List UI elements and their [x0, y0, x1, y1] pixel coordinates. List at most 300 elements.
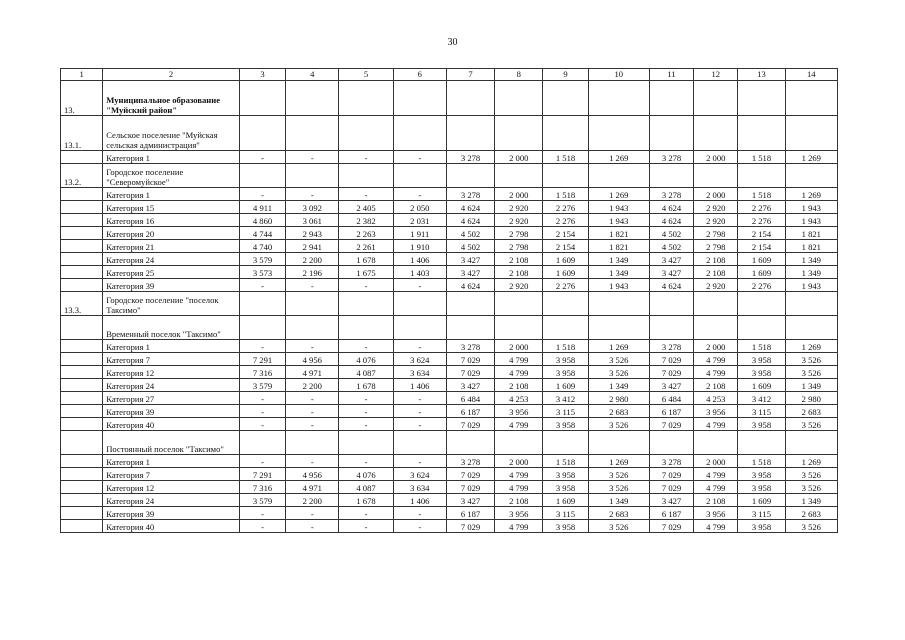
value-cell: 1 943	[785, 201, 837, 214]
row-name: Категория 40	[103, 520, 240, 533]
value-cell: 4 624	[649, 214, 693, 227]
value-cell: -	[339, 279, 393, 292]
column-header: 14	[785, 69, 837, 81]
row-name: Категория 16	[103, 214, 240, 227]
value-cell: 4 799	[495, 481, 543, 494]
value-cell: 3 115	[543, 507, 588, 520]
row-name: Постоянный поселок "Таксимо"	[103, 431, 240, 455]
value-cell: 3 956	[495, 507, 543, 520]
value-cell: 7 316	[239, 366, 285, 379]
value-cell	[543, 164, 588, 188]
value-cell: 1 349	[785, 379, 837, 392]
value-cell	[588, 116, 649, 151]
value-cell: 3 956	[495, 405, 543, 418]
value-cell: 4 624	[446, 214, 494, 227]
row-name: Категория 39	[103, 405, 240, 418]
value-cell: -	[339, 455, 393, 468]
value-cell	[785, 292, 837, 316]
value-cell: 2 382	[339, 214, 393, 227]
value-cell: 3 427	[649, 494, 693, 507]
value-cell	[588, 431, 649, 455]
value-cell: -	[339, 188, 393, 201]
value-cell	[543, 431, 588, 455]
value-cell: -	[393, 405, 446, 418]
value-cell: 2 920	[694, 201, 738, 214]
value-cell: 1 609	[543, 266, 588, 279]
value-cell: 7 291	[239, 353, 285, 366]
value-cell: 7 029	[649, 520, 693, 533]
table-row	[61, 418, 838, 431]
value-cell: 4 744	[239, 227, 285, 240]
row-number	[61, 214, 103, 227]
value-cell: 2 000	[694, 188, 738, 201]
value-cell	[738, 81, 785, 116]
value-cell	[543, 292, 588, 316]
table-row	[61, 353, 838, 366]
value-cell	[393, 316, 446, 340]
value-cell: 1 269	[588, 151, 649, 164]
value-cell: 3 278	[446, 455, 494, 468]
row-name: Сельское поселение "Муйская сельская администрация"	[103, 116, 240, 151]
row-name: Категория 15	[103, 201, 240, 214]
column-header: 13	[738, 69, 785, 81]
row-number	[61, 279, 103, 292]
value-cell: 4 624	[649, 279, 693, 292]
value-cell: 4 799	[495, 418, 543, 431]
value-cell: 2 683	[785, 405, 837, 418]
row-name: Категория 27	[103, 392, 240, 405]
value-cell: -	[393, 418, 446, 431]
row-name: Городское поселение "Северомуйское"	[103, 164, 240, 188]
row-name: Категория 24	[103, 253, 240, 266]
row-number	[61, 201, 103, 214]
value-cell: 1 349	[588, 379, 649, 392]
value-cell: 3 958	[738, 366, 785, 379]
value-cell: 1 349	[588, 494, 649, 507]
value-cell: 1 518	[738, 340, 785, 353]
row-number	[61, 240, 103, 253]
value-cell: 7 029	[446, 468, 494, 481]
value-cell: 2 276	[543, 201, 588, 214]
value-cell: 1 403	[393, 266, 446, 279]
column-header: 9	[543, 69, 588, 81]
row-number	[61, 188, 103, 201]
row-number	[61, 431, 103, 455]
value-cell	[446, 292, 494, 316]
row-number: 13.1.	[61, 116, 103, 151]
value-cell: 1 269	[588, 188, 649, 201]
value-cell: 1 609	[738, 379, 785, 392]
value-cell: -	[393, 507, 446, 520]
value-cell: 2 263	[339, 227, 393, 240]
value-cell: 4 799	[694, 353, 738, 366]
value-cell: 4 971	[286, 481, 339, 494]
value-cell	[694, 292, 738, 316]
value-cell	[738, 316, 785, 340]
value-cell: 2 683	[588, 405, 649, 418]
value-cell: 1 675	[339, 266, 393, 279]
value-cell: -	[286, 520, 339, 533]
row-name: Категория 21	[103, 240, 240, 253]
value-cell: 3 958	[543, 353, 588, 366]
value-cell: -	[286, 188, 339, 201]
value-cell: 1 269	[785, 151, 837, 164]
row-name: Категория 12	[103, 481, 240, 494]
row-number	[61, 266, 103, 279]
row-number	[61, 392, 103, 405]
value-cell: 3 526	[588, 353, 649, 366]
value-cell: -	[239, 392, 285, 405]
value-cell	[239, 81, 285, 116]
value-cell: 3 624	[393, 468, 446, 481]
row-number: 13.	[61, 81, 103, 116]
table-row	[61, 366, 838, 379]
value-cell: 2 276	[543, 214, 588, 227]
value-cell: 4 799	[694, 366, 738, 379]
value-cell: 3 526	[588, 481, 649, 494]
value-cell	[649, 292, 693, 316]
value-cell: 1 821	[588, 227, 649, 240]
value-cell: 3 624	[393, 353, 446, 366]
table-row	[61, 494, 838, 507]
value-cell: 3 427	[446, 379, 494, 392]
value-cell: 3 634	[393, 366, 446, 379]
value-cell: 4 087	[339, 366, 393, 379]
column-header: 10	[588, 69, 649, 81]
value-cell	[649, 116, 693, 151]
value-cell: 1 518	[738, 455, 785, 468]
value-cell: 2 000	[495, 455, 543, 468]
value-cell: 1 911	[393, 227, 446, 240]
value-cell	[393, 164, 446, 188]
value-cell: 1 518	[738, 151, 785, 164]
value-cell: 1 269	[785, 188, 837, 201]
value-cell	[694, 116, 738, 151]
value-cell: 2 108	[694, 379, 738, 392]
value-cell: 7 291	[239, 468, 285, 481]
row-number	[61, 468, 103, 481]
value-cell	[393, 81, 446, 116]
column-header: 3	[239, 69, 285, 81]
value-cell: 1 349	[588, 266, 649, 279]
value-cell: 3 526	[785, 481, 837, 494]
row-name: Категория 12	[103, 366, 240, 379]
row-number	[61, 520, 103, 533]
value-cell: 4 799	[694, 418, 738, 431]
value-cell: 4 502	[446, 227, 494, 240]
value-cell	[393, 431, 446, 455]
value-cell: 4 971	[286, 366, 339, 379]
value-cell	[588, 316, 649, 340]
value-cell: 4 502	[446, 240, 494, 253]
value-cell: 3 579	[239, 379, 285, 392]
value-cell	[446, 116, 494, 151]
value-cell	[339, 431, 393, 455]
value-cell: 3 579	[239, 494, 285, 507]
table-row	[61, 188, 838, 201]
value-cell: 1 821	[588, 240, 649, 253]
value-cell: 2 108	[495, 266, 543, 279]
value-cell: 3 115	[543, 405, 588, 418]
value-cell: 1 609	[738, 253, 785, 266]
value-cell: 3 958	[543, 366, 588, 379]
value-cell: -	[286, 418, 339, 431]
value-cell: 6 484	[446, 392, 494, 405]
value-cell	[785, 116, 837, 151]
value-cell	[286, 316, 339, 340]
column-header: 7	[446, 69, 494, 81]
table-row	[61, 116, 838, 151]
value-cell: 3 958	[543, 468, 588, 481]
value-cell: 1 943	[588, 201, 649, 214]
value-cell	[649, 164, 693, 188]
row-number	[61, 253, 103, 266]
value-cell	[738, 164, 785, 188]
table-row	[61, 151, 838, 164]
value-cell: 1 406	[393, 494, 446, 507]
value-cell: 4 253	[694, 392, 738, 405]
value-cell: -	[286, 405, 339, 418]
value-cell: 4 087	[339, 481, 393, 494]
value-cell: 3 278	[649, 455, 693, 468]
value-cell: 4 624	[446, 201, 494, 214]
value-cell: 4 502	[649, 240, 693, 253]
value-cell	[543, 316, 588, 340]
value-cell	[495, 292, 543, 316]
value-cell	[738, 292, 785, 316]
value-cell: 1 269	[588, 455, 649, 468]
value-cell: 3 526	[785, 520, 837, 533]
value-cell: 2 276	[738, 214, 785, 227]
value-cell: 1 406	[393, 253, 446, 266]
value-cell: 7 029	[446, 366, 494, 379]
value-cell: 1 349	[588, 253, 649, 266]
column-header: 6	[393, 69, 446, 81]
value-cell: 1 349	[785, 494, 837, 507]
value-cell: 4 740	[239, 240, 285, 253]
value-cell	[649, 431, 693, 455]
value-cell	[339, 292, 393, 316]
value-cell: 3 427	[649, 379, 693, 392]
row-name: Муниципальное образование "Муйский район"	[103, 81, 240, 116]
row-name: Категория 1	[103, 455, 240, 468]
value-cell	[286, 431, 339, 455]
column-header: 12	[694, 69, 738, 81]
column-header: 1	[61, 69, 103, 81]
page-number: 30	[447, 37, 458, 48]
value-cell: 3 958	[543, 418, 588, 431]
value-cell: 2 000	[495, 151, 543, 164]
value-cell: 1 943	[588, 279, 649, 292]
value-cell: -	[393, 188, 446, 201]
table-row	[61, 520, 838, 533]
value-cell	[286, 116, 339, 151]
value-cell: 4 799	[495, 366, 543, 379]
value-cell: 1 609	[738, 266, 785, 279]
value-cell	[495, 431, 543, 455]
value-cell: 1 269	[785, 340, 837, 353]
value-cell: 3 115	[738, 507, 785, 520]
value-cell: -	[339, 405, 393, 418]
value-cell: -	[239, 507, 285, 520]
row-name: Категория 1	[103, 151, 240, 164]
table-row	[61, 405, 838, 418]
column-header: 8	[495, 69, 543, 81]
value-cell: 3 092	[286, 201, 339, 214]
value-cell: 3 579	[239, 253, 285, 266]
value-cell: 3 526	[588, 520, 649, 533]
value-cell: 1 678	[339, 494, 393, 507]
table-row	[61, 292, 838, 316]
value-cell: 4 860	[239, 214, 285, 227]
table-row	[61, 379, 838, 392]
value-cell	[785, 316, 837, 340]
value-cell	[694, 431, 738, 455]
table-row	[61, 340, 838, 353]
value-cell: 2 276	[738, 201, 785, 214]
value-cell: 2 000	[694, 151, 738, 164]
value-cell: 2 200	[286, 494, 339, 507]
value-cell: 6 187	[446, 507, 494, 520]
row-number	[61, 316, 103, 340]
row-name: Категория 20	[103, 227, 240, 240]
value-cell: 3 278	[649, 151, 693, 164]
value-cell: 3 526	[588, 468, 649, 481]
value-cell: 2 108	[495, 494, 543, 507]
value-cell	[446, 164, 494, 188]
row-number	[61, 494, 103, 507]
value-cell: 2 798	[694, 227, 738, 240]
value-cell	[495, 164, 543, 188]
value-cell: 2 405	[339, 201, 393, 214]
value-cell: 2 031	[393, 214, 446, 227]
value-cell: 2 108	[694, 266, 738, 279]
value-cell: 2 200	[286, 379, 339, 392]
value-cell: -	[286, 507, 339, 520]
value-cell: 7 029	[446, 353, 494, 366]
value-cell	[543, 116, 588, 151]
value-cell: 3 427	[649, 253, 693, 266]
value-cell	[588, 292, 649, 316]
value-cell: 4 956	[286, 353, 339, 366]
value-cell	[239, 292, 285, 316]
value-cell: -	[393, 340, 446, 353]
value-cell: -	[339, 520, 393, 533]
value-cell: 3 634	[393, 481, 446, 494]
table-row	[61, 392, 838, 405]
value-cell: 1 910	[393, 240, 446, 253]
value-cell: 2 683	[785, 507, 837, 520]
value-cell: 2 050	[393, 201, 446, 214]
value-cell	[286, 81, 339, 116]
value-cell	[339, 116, 393, 151]
table-row	[61, 214, 838, 227]
value-cell: 3 278	[446, 151, 494, 164]
value-cell: 6 484	[649, 392, 693, 405]
value-cell: 7 029	[649, 481, 693, 494]
value-cell: 3 526	[785, 468, 837, 481]
value-cell: 3 427	[446, 494, 494, 507]
value-cell: -	[393, 151, 446, 164]
value-cell	[239, 431, 285, 455]
table-row	[61, 431, 838, 455]
value-cell: 3 115	[738, 405, 785, 418]
value-cell: 4 956	[286, 468, 339, 481]
value-cell: -	[286, 455, 339, 468]
table-row	[61, 201, 838, 214]
tariff-table	[60, 68, 838, 533]
value-cell: -	[393, 520, 446, 533]
value-cell	[738, 116, 785, 151]
value-cell	[543, 81, 588, 116]
value-cell: 3 427	[446, 253, 494, 266]
value-cell	[446, 431, 494, 455]
row-number	[61, 366, 103, 379]
value-cell: 3 278	[649, 340, 693, 353]
value-cell: 7 029	[446, 418, 494, 431]
table-row	[61, 455, 838, 468]
row-number	[61, 151, 103, 164]
value-cell: 2 108	[495, 379, 543, 392]
row-name: Категория 39	[103, 279, 240, 292]
value-cell: -	[239, 279, 285, 292]
value-cell	[785, 431, 837, 455]
row-number	[61, 455, 103, 468]
value-cell	[446, 316, 494, 340]
value-cell	[649, 316, 693, 340]
value-cell: 2 000	[694, 455, 738, 468]
value-cell: -	[239, 520, 285, 533]
table-row	[61, 481, 838, 494]
value-cell: 1 678	[339, 379, 393, 392]
table-row	[61, 468, 838, 481]
table-row	[61, 240, 838, 253]
row-number	[61, 227, 103, 240]
value-cell: 1 269	[588, 340, 649, 353]
row-number	[61, 379, 103, 392]
value-cell	[495, 116, 543, 151]
row-name: Категория 1	[103, 340, 240, 353]
value-cell: 4 799	[694, 481, 738, 494]
value-cell	[339, 81, 393, 116]
value-cell	[785, 81, 837, 116]
value-cell: 2 920	[694, 214, 738, 227]
value-cell: 4 502	[649, 227, 693, 240]
table-row	[61, 253, 838, 266]
value-cell	[239, 116, 285, 151]
column-header: 4	[286, 69, 339, 81]
value-cell: 1 821	[785, 227, 837, 240]
value-cell: 2 108	[495, 253, 543, 266]
value-cell	[694, 164, 738, 188]
value-cell: -	[393, 279, 446, 292]
value-cell: 7 029	[649, 468, 693, 481]
value-cell: 7 029	[446, 481, 494, 494]
value-cell: 2 798	[694, 240, 738, 253]
value-cell: 3 958	[738, 353, 785, 366]
value-cell: 2 920	[694, 279, 738, 292]
table-row	[61, 266, 838, 279]
value-cell: 1 609	[543, 494, 588, 507]
value-cell	[339, 316, 393, 340]
value-cell: -	[239, 418, 285, 431]
value-cell: 2 798	[495, 227, 543, 240]
value-cell: 1 609	[738, 494, 785, 507]
value-cell	[393, 292, 446, 316]
value-cell: 3 956	[694, 405, 738, 418]
value-cell: 4 799	[495, 353, 543, 366]
value-cell: 3 958	[738, 481, 785, 494]
